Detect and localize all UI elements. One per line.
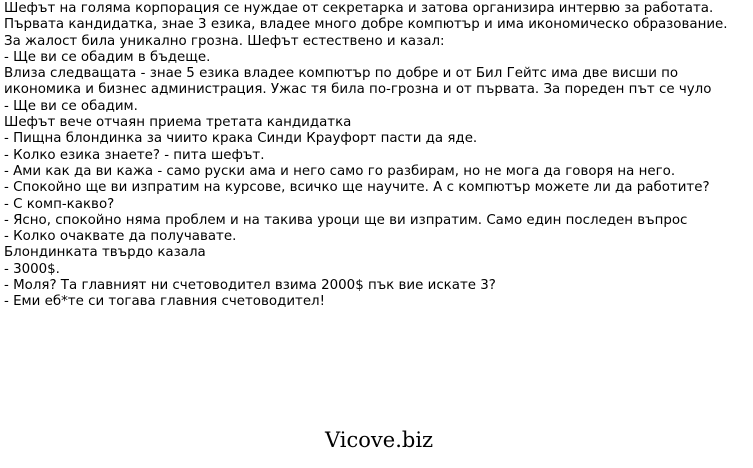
joke-line-last-question: - Ясно, спокойно няма проблем и на такива уроци ще ви изпратим. Само един последен въпрос (4, 212, 688, 228)
joke-line-answer-salary: - 3000$. (4, 261, 60, 277)
joke-line-first-candidate: Първата кандидатка, знае 3 езика, владее много добре компютър и има икономическо образование. За жалост била уникално грозна. Шефът естествено и казал: (4, 17, 728, 49)
joke-line-reply-2: - Ще ви се обадим. (4, 98, 138, 114)
site-watermark: Vicove.biz (325, 428, 434, 452)
joke-line-answer-languages: - Ами как да ви кажа - само руски ама и него само го разбирам, но не мога да говоря на него. (4, 163, 676, 179)
joke-line-blonde-says: Блондинката твърдо казала (4, 245, 206, 261)
joke-line-punchline: - Еми еб*те си тогава главния счетоводител! (4, 294, 325, 310)
joke-line-question-computer: - Спокойно ще ви изпратим на курсове, всичко ще научите. А с компютър можете ли да работите? (4, 180, 710, 196)
joke-line-second-candidate: Влиза следващата - знае 5 езика владее компютър по добре и от Бил Гейтс има две висши по икономика и бизнес администрация. Ужас тя била по-грозна и от първата. За пореден път се чуло (4, 66, 712, 98)
joke-line-boss-reply: - Моля? Та главният ни счетоводител взима 2000$ пък вие искате 3? (4, 278, 496, 294)
joke-line-question-languages: - Колко езика знаете? - пита шефът. (4, 147, 265, 163)
joke-line-reply-1: - Ще ви се обадим в бъдеще. (4, 49, 211, 65)
joke-line-answer-computer: - С комп-какво? (4, 196, 115, 212)
joke-line-intro: Шефът на голяма корпорация се нуждае от секретарка и затова организира интервю за работата. (4, 1, 714, 16)
joke-text (4, 1, 744, 311)
joke-line-question-salary: - Колко очаквате да получавате. (4, 229, 237, 245)
joke-line-blonde: - Пищна блондинка за чиито крака Синди Крауфорт пасти да яде. (4, 131, 478, 147)
joke-line-third-candidate: Шефът вече отчаян приема третата кандидатка (4, 115, 352, 131)
